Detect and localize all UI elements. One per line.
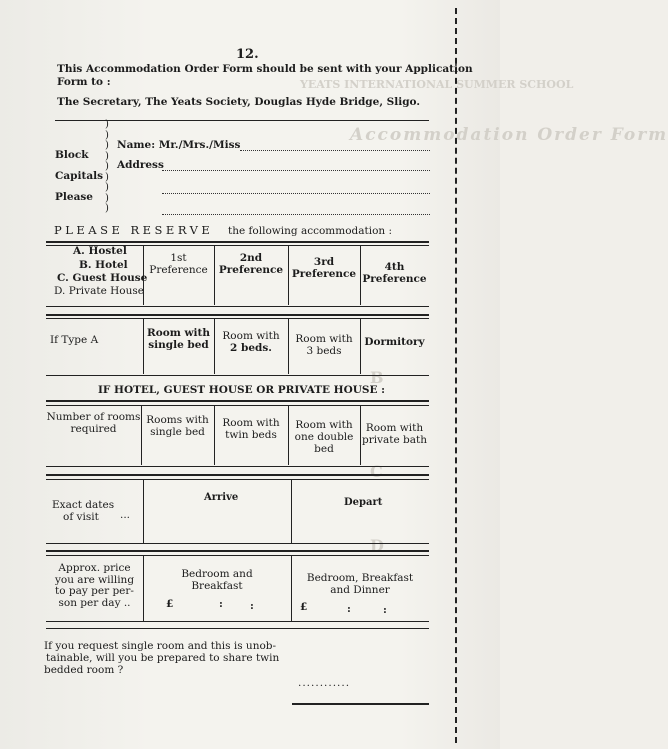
divider: [143, 479, 144, 543]
room-private-bath-box[interactable]: [360, 422, 429, 446]
option-line: Room with: [295, 419, 353, 431]
option-line: Dormitory: [364, 336, 425, 348]
option-line: 3 beds: [306, 345, 342, 357]
option-line: Room with: [365, 422, 424, 434]
room-2-beds-box[interactable]: [214, 330, 288, 354]
brace-column: ) ) ) ) ) ) ) ) ): [105, 119, 109, 214]
bed-breakfast-label: [143, 568, 291, 592]
label-line: to pay per per-: [55, 585, 134, 597]
address-field-3[interactable]: [162, 214, 430, 215]
hotel-heading: IF HOTEL, GUEST HOUSE OR PRIVATE HOUSE :: [98, 384, 386, 396]
depart-date-field[interactable]: [294, 506, 428, 540]
label-line: son per day ..: [58, 596, 131, 609]
preference-word: Preference: [291, 268, 357, 280]
dormitory-box[interactable]: [360, 336, 429, 348]
rule: [46, 400, 429, 402]
preference-ordinal: 3rd: [313, 256, 335, 268]
rule: [46, 314, 429, 316]
label-line: Breakfast: [191, 580, 243, 592]
separator: :: [219, 598, 223, 610]
reserve-heading: PLEASE RESERVE: [54, 223, 214, 237]
preference-ordinal: 4th: [384, 261, 405, 273]
separator: :: [347, 603, 351, 615]
room-double-bed-box[interactable]: [288, 419, 360, 455]
show-through-text: D: [370, 536, 384, 555]
share-answer-field[interactable]: ............: [298, 677, 351, 689]
type-d-private-house: D. Private House: [54, 285, 144, 297]
rule: [46, 466, 429, 467]
label-line: Bedroom and: [181, 568, 253, 580]
name-label: Name: Mr./Mrs./Miss: [117, 139, 241, 151]
separator: :: [383, 604, 387, 616]
option-line: one double: [294, 431, 354, 443]
reserve-suffix: the following accommodation :: [228, 225, 393, 237]
rule: [46, 550, 429, 552]
preference-ordinal: 2nd: [239, 252, 263, 264]
preference-word: Preference: [149, 264, 208, 276]
label-line: Number of rooms: [46, 411, 141, 423]
label-line: you are willing: [54, 573, 135, 586]
option-line: 2 beds.: [230, 342, 272, 354]
label-line: Bedroom, Breakfast: [306, 572, 414, 584]
show-through-text: Accommodation Order Form: [350, 125, 668, 145]
label-line: and Dinner: [330, 584, 390, 596]
address-field-2[interactable]: [162, 193, 430, 194]
rule: [46, 621, 429, 622]
type-b-hotel: B. Hotel: [79, 259, 128, 271]
arrive-date-field[interactable]: [146, 506, 288, 540]
preference-word: Preference: [362, 273, 427, 285]
perforation-line: [455, 8, 457, 743]
room-single-bed-box[interactable]: [143, 327, 214, 351]
separator: :: [250, 600, 254, 612]
rule: [46, 306, 429, 307]
label-line: required: [70, 423, 117, 435]
option-line: private bath: [361, 434, 428, 446]
option-line: Rooms with: [146, 414, 209, 426]
share-question-line-3: bedded room ?: [44, 664, 124, 676]
option-line: Room with: [295, 333, 353, 345]
rule: [46, 479, 429, 480]
option-line: single bed: [148, 339, 209, 351]
rule: [292, 703, 429, 705]
bb-price-field[interactable]: [176, 596, 276, 612]
room-3-beds-box[interactable]: [288, 333, 360, 357]
share-question-line-1: If you request single room and this is unob-: [44, 640, 277, 652]
show-through-text: C: [370, 462, 383, 481]
type-a-label: If Type A: [50, 334, 99, 346]
rooms-single-bed-box[interactable]: [141, 414, 214, 438]
secretary-address: The Secretary, The Yeats Society, Douglas Hyde Bridge, Sligo.: [57, 96, 421, 108]
label-line: Approx. price: [58, 562, 131, 574]
option-line: single bed: [150, 426, 205, 438]
option-line: twin beds: [225, 429, 277, 441]
option-line: Room with: [222, 417, 280, 429]
rule: [46, 318, 429, 319]
rule: [46, 628, 429, 629]
share-question-line-2: tainable, will you be prepared to share twin: [46, 652, 280, 664]
rule: [46, 555, 429, 556]
divider: [291, 479, 292, 543]
intro-line-2: Form to :: [57, 76, 111, 88]
arrive-label: Arrive: [204, 492, 239, 503]
address-label: Address: [117, 159, 164, 171]
type-a-hostel: A. Hostel: [73, 245, 127, 257]
preference-3-box[interactable]: [288, 256, 360, 280]
rule: [46, 474, 429, 476]
rule: [46, 405, 429, 406]
preference-4-box[interactable]: [360, 261, 429, 285]
capitals-label: Capitals: [55, 170, 104, 182]
address-field-1[interactable]: [162, 170, 430, 171]
page-number: 12.: [236, 47, 259, 62]
currency-symbol: £: [300, 601, 308, 613]
type-c-guest-house: C. Guest House: [57, 272, 148, 284]
preference-ordinal: 1st: [170, 252, 187, 264]
exact-dates-label: Exact dates: [52, 499, 115, 511]
intro-line-1: This Accommodation Order Form should be sent with your Application: [57, 63, 473, 75]
bbd-price-field[interactable]: [310, 599, 420, 615]
show-through-text: B: [370, 368, 384, 387]
block-label: Block: [55, 149, 89, 161]
rule: [55, 120, 429, 121]
rule: [46, 241, 429, 243]
bed-breakfast-dinner-label: [291, 572, 429, 596]
room-twin-beds-box[interactable]: [214, 417, 288, 441]
option-line: Room with: [146, 327, 210, 339]
option-line: bed: [314, 443, 334, 455]
rooms-required-label: [46, 411, 141, 435]
currency-symbol: £: [166, 598, 174, 610]
rule: [46, 375, 429, 376]
preference-word: Preference: [218, 264, 284, 276]
rule: [46, 543, 429, 544]
please-label: Please: [55, 191, 93, 203]
preference-1-box[interactable]: [143, 252, 214, 276]
show-through-text: YEATS INTERNATIONAL SUMMER SCHOOL: [300, 78, 574, 91]
ellipsis: ...: [120, 509, 131, 521]
of-visit-label: of visit: [63, 511, 99, 523]
depart-label: Depart: [344, 497, 383, 508]
option-line: Room with: [222, 330, 280, 342]
name-field[interactable]: [240, 150, 430, 151]
approx-price-label: [46, 563, 143, 609]
preference-2-box[interactable]: [214, 252, 288, 276]
